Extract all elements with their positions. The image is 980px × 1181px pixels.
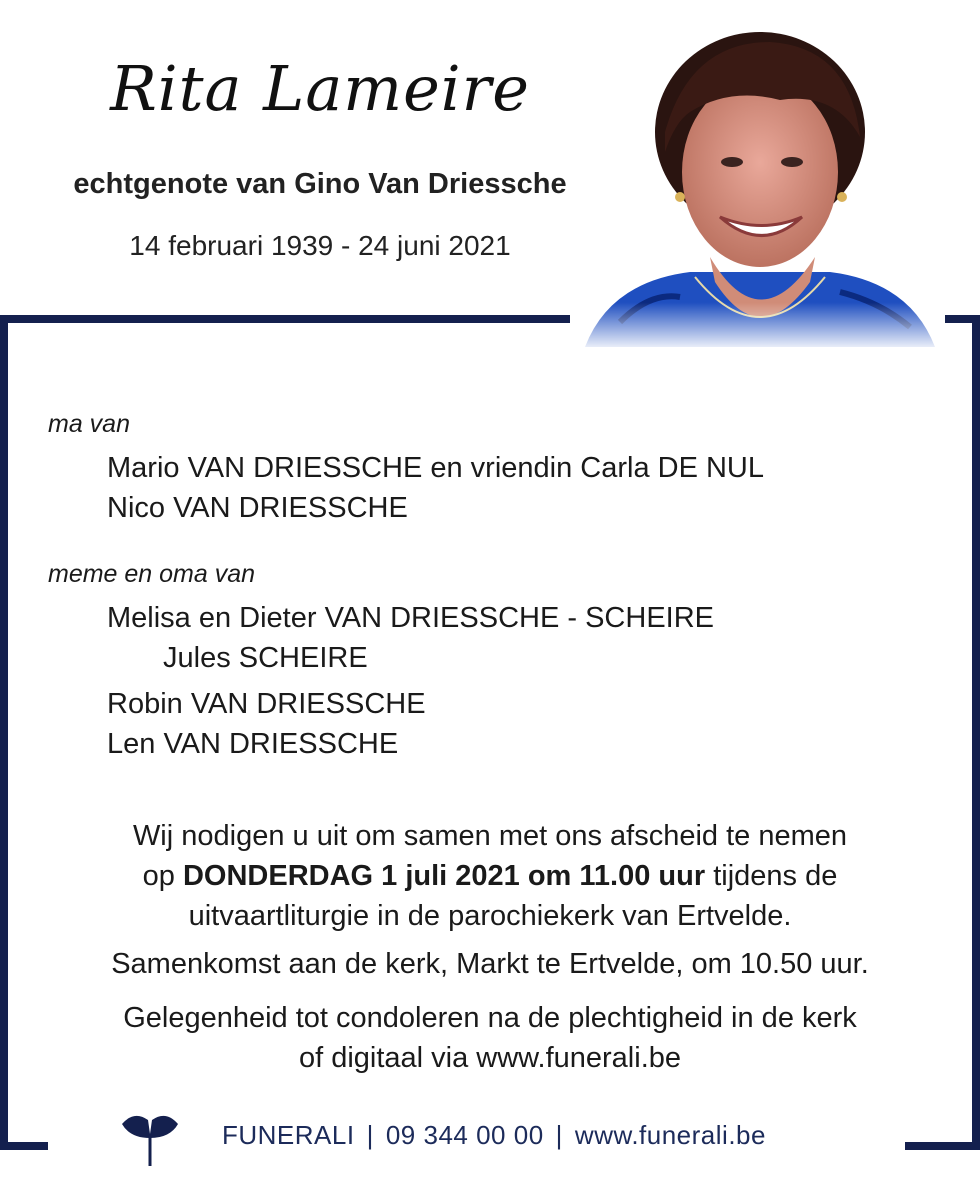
ginkgo-leaf-icon	[118, 1108, 182, 1168]
invitation-tail: tijdens de	[713, 860, 838, 892]
grandmother-label: meme en oma van	[48, 560, 256, 588]
invitation-op: op	[142, 860, 175, 892]
grandchild-3: Len VAN DRIESSCHE	[107, 728, 399, 760]
condolence-line-2: of digitaal via www.funerali.be	[298, 1042, 682, 1074]
footer-contact	[222, 1120, 766, 1151]
invitation-line-1: Wij nodigen u uit om samen met ons afscheid te nemen	[132, 820, 848, 852]
invitation-text	[40, 816, 940, 936]
footer-website[interactable]: www.funerali.be	[574, 1120, 766, 1150]
grandchild-2: Robin VAN DRIESSCHE	[107, 688, 426, 720]
condolence-text	[40, 998, 940, 1078]
invitation-line-2	[40, 856, 940, 896]
footer-phone[interactable]: 09 344 00 00	[385, 1120, 544, 1150]
great-grandchild-1: Jules SCHEIRE	[163, 642, 368, 674]
spouse-line: echtgenote van Gino Van Driessche	[73, 168, 567, 200]
life-dates: 14 februari 1939 - 24 juni 2021	[129, 230, 511, 261]
footer-separator: |	[555, 1120, 563, 1150]
deceased-name: Rita Lameire	[110, 52, 530, 125]
portrait-photo	[580, 22, 940, 352]
frame-top-left	[0, 315, 570, 323]
child-1: Mario VAN DRIESSCHE en vriendin Carla DE NUL	[107, 452, 765, 484]
frame-left	[0, 315, 8, 1150]
frame-bottom-right	[905, 1142, 980, 1150]
mother-label: ma van	[48, 410, 130, 438]
gathering-text: Samenkomst aan de kerk, Markt te Ertvelde, om 10.50 uur.	[111, 948, 869, 980]
frame-bottom-left	[0, 1142, 48, 1150]
condolence-line-1: Gelegenheid tot condoleren na de plechtigheid in de kerk	[123, 1002, 857, 1034]
child-2: Nico VAN DRIESSCHE	[107, 492, 408, 524]
ceremony-datetime: DONDERDAG 1 juli 2021 om 11.00 uur	[182, 860, 706, 892]
footer-brand: FUNERALI	[222, 1120, 355, 1150]
invitation-line-3: uitvaartliturgie in de parochiekerk van Ertvelde.	[188, 900, 792, 932]
grandchild-1: Melisa en Dieter VAN DRIESSCHE - SCHEIRE	[107, 602, 715, 634]
frame-right	[972, 315, 980, 1150]
footer-separator: |	[366, 1120, 374, 1150]
